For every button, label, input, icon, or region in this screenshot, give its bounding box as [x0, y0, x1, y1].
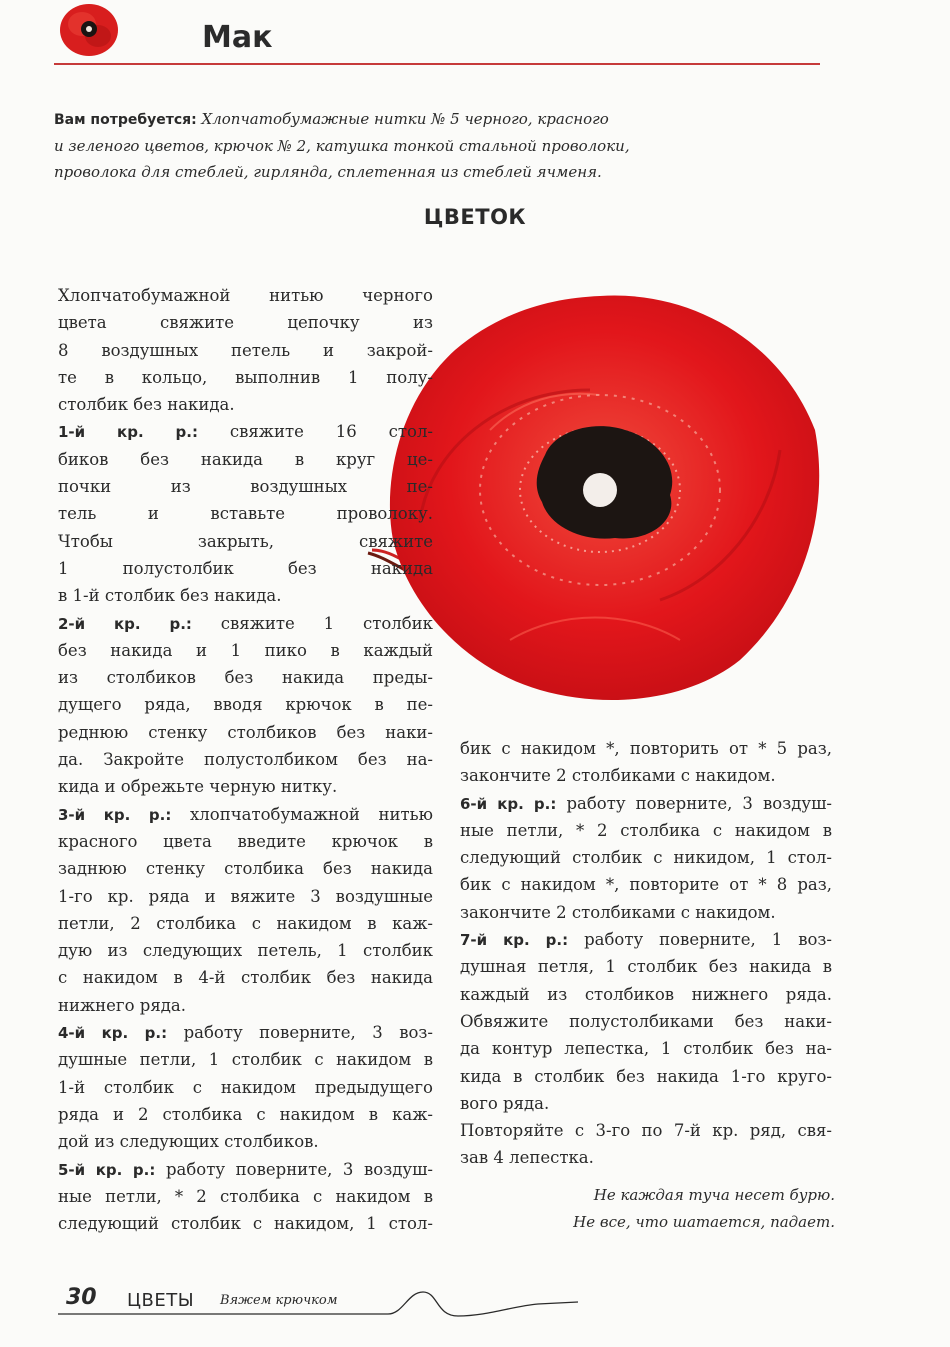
instruction-line	[460, 1090, 832, 1117]
instruction-text: кида в столбик без накида 1-го круго-	[460, 1066, 832, 1086]
proverb	[460, 1182, 835, 1236]
instruction-text: ные петли, * 2 столбика с накидом в	[58, 1186, 433, 1206]
instruction-text: закончите 2 столбиками с накидом.	[460, 902, 776, 922]
instruction-text: реднюю стенку столбиков без наки-	[58, 722, 433, 742]
instruction-line	[58, 582, 433, 609]
materials-line: проволока для стеблей, гирлянда, сплетенная из стеблей ячменя.	[54, 163, 602, 181]
instruction-line	[58, 719, 433, 746]
instruction-line	[58, 473, 433, 500]
instruction-line	[460, 926, 832, 953]
instruction-line	[460, 871, 832, 898]
instruction-line	[460, 762, 832, 789]
instruction-line	[58, 610, 433, 637]
instruction-text: каждый из столбиков нижнего ряда.	[460, 984, 832, 1004]
instruction-text: без накида и 1 пико в каждый	[58, 640, 433, 660]
instruction-line	[58, 446, 433, 473]
proverb-line: Не все, что шатается, падает.	[573, 1213, 835, 1231]
instruction-line	[58, 801, 433, 828]
instruction-line	[58, 964, 433, 991]
instructions-column-2	[460, 735, 832, 1172]
instruction-line	[460, 1144, 832, 1171]
instruction-text: из столбиков без накида преды-	[58, 668, 433, 688]
instruction-text: в 1-й столбик без накида.	[58, 586, 282, 606]
instruction-text: Обвяжите полустолбиками без наки-	[460, 1011, 832, 1031]
instruction-text: работу поверните, 3 воз-	[183, 1023, 434, 1043]
instruction-text: столбик без накида.	[58, 395, 235, 415]
instruction-line	[58, 337, 433, 364]
instruction-line	[58, 910, 433, 937]
instruction-line	[460, 735, 832, 762]
instruction-text: да. Закройте полустолбиком без на-	[58, 750, 433, 770]
instruction-text: душная петля, 1 столбик без накида в	[460, 957, 832, 977]
instruction-line	[58, 1183, 433, 1210]
instruction-line	[58, 1019, 433, 1046]
instruction-text: бик с накидом *, повторите от * 8 раз,	[460, 875, 832, 895]
instruction-text: петли, 2 столбика с накидом в каж-	[58, 913, 433, 933]
instruction-text: те в кольцо, выполнив 1 полу-	[58, 367, 433, 387]
instruction-line	[58, 828, 433, 855]
instruction-text: душные петли, 1 столбик с накидом в	[58, 1050, 433, 1070]
instruction-line	[58, 555, 433, 582]
instruction-line	[58, 309, 433, 336]
page-number: 30	[66, 1285, 97, 1310]
round-label: 7-й кр. р.:	[460, 931, 569, 950]
instruction-line	[58, 691, 433, 718]
instruction-text: 1-го кр. ряда и вяжите 3 воздушные	[58, 886, 433, 906]
instruction-line	[58, 1210, 433, 1237]
instruction-text: 1 полустолбик без накида	[58, 558, 433, 578]
instructions-column-1	[58, 282, 433, 1237]
instruction-text: работу поверните, 3 воздуш-	[566, 793, 832, 813]
instruction-text: Повторяйте с 3-го по 7-й кр. ряд, свя-	[460, 1121, 832, 1141]
header-divider	[54, 63, 820, 65]
round-label: 3-й кр. р.:	[58, 805, 172, 824]
poppy-logo-icon	[58, 2, 120, 58]
instruction-text: тель и вставьте проволоку.	[58, 504, 433, 524]
instruction-text: почки из воздушных пе-	[58, 477, 433, 497]
round-label: 2-й кр. р.:	[58, 614, 192, 633]
instruction-text: дой из следующих столбиков.	[58, 1132, 319, 1152]
instruction-text: хлопчатобумажной нитью	[189, 804, 433, 824]
instruction-text: Хлопчатобумажной нитью черного	[58, 286, 433, 305]
instruction-text: красного цвета введите крючок в	[58, 831, 433, 851]
instruction-text: следующий столбик с накидом, 1 стол-	[58, 1214, 433, 1234]
instruction-text: свяжите 16 стол-	[229, 422, 434, 442]
instruction-text: работу поверните, 3 воздуш-	[165, 1159, 433, 1179]
footer-series: Вяжем крючком	[220, 1293, 338, 1308]
instruction-line	[58, 992, 433, 1019]
instruction-line	[58, 418, 433, 445]
round-label: 1-й кр. р.:	[58, 423, 198, 442]
round-label: 6-й кр. р.:	[460, 794, 557, 813]
materials-lead: Вам потребуется:	[54, 112, 197, 128]
proverb-line: Не каждая туча несет бурю.	[593, 1186, 835, 1204]
instruction-text: заднюю стенку столбика без накида	[58, 859, 433, 879]
instruction-line	[460, 1117, 832, 1144]
instruction-line	[460, 1063, 832, 1090]
instruction-line	[58, 500, 433, 527]
instruction-line	[58, 746, 433, 773]
instruction-text: цвета свяжите цепочку из	[58, 313, 433, 333]
instruction-text: вого ряда.	[460, 1093, 550, 1113]
instruction-line	[460, 817, 832, 844]
materials-line: и зеленого цветов, крючок № 2, катушка тонкой стальной проволоки,	[54, 137, 630, 155]
instruction-text: зав 4 лепестка.	[460, 1148, 594, 1168]
instruction-line	[58, 1128, 433, 1155]
instruction-text: работу поверните, 1 воз-	[584, 930, 833, 950]
round-label: 4-й кр. р.:	[58, 1024, 168, 1043]
instruction-text: ные петли, * 2 столбика с накидом в	[460, 820, 832, 840]
instruction-line	[58, 1074, 433, 1101]
instruction-line	[58, 664, 433, 691]
instruction-text: нижнего ряда.	[58, 995, 186, 1015]
instruction-line	[58, 364, 433, 391]
instruction-text: следующий столбик с никидом, 1 стол-	[460, 848, 832, 868]
instruction-text: биков без накида в круг це-	[58, 449, 433, 469]
instruction-line	[460, 844, 832, 871]
instruction-line	[460, 1008, 832, 1035]
instruction-line	[58, 937, 433, 964]
instruction-line	[58, 1046, 433, 1073]
instruction-line	[460, 790, 832, 817]
materials-line: Хлопчатобумажные нитки № 5 черного, красного	[201, 110, 609, 128]
instruction-text: дую из следующих петель, 1 столбик	[58, 941, 433, 961]
page-title: Мак	[202, 20, 273, 55]
footer-category: ЦВЕТЫ	[127, 1290, 195, 1311]
section-heading: ЦВЕТОК	[423, 205, 527, 229]
instruction-text: Чтобы закрыть, свяжите	[58, 531, 433, 551]
instruction-line	[58, 883, 433, 910]
instruction-line	[460, 981, 832, 1008]
instruction-line	[58, 855, 433, 882]
instruction-text: 1-й столбик с накидом предыдущего	[58, 1077, 433, 1097]
instruction-line	[460, 1035, 832, 1062]
instruction-text: ряда и 2 столбика с накидом в каж-	[58, 1104, 433, 1124]
instruction-line	[58, 528, 433, 555]
instruction-text: 8 воздушных петель и закрой-	[58, 340, 433, 360]
instruction-text: свяжите 1 столбик	[220, 613, 433, 633]
round-label: 5-й кр. р.:	[58, 1160, 156, 1179]
instruction-line	[460, 953, 832, 980]
instruction-text: да контур лепестка, 1 столбик без на-	[460, 1039, 832, 1059]
instruction-line	[58, 773, 433, 800]
instruction-text: с накидом в 4-й столбик без накида	[58, 968, 433, 988]
instruction-text: дущего ряда, вводя крючок в пе-	[58, 695, 433, 715]
instruction-text: бик с накидом *, повторить от * 5 раз,	[460, 739, 832, 758]
instruction-line	[58, 637, 433, 664]
instruction-line	[58, 391, 433, 418]
materials-paragraph	[54, 106, 714, 185]
instruction-line	[460, 899, 832, 926]
instruction-line	[58, 1156, 433, 1183]
instruction-line	[58, 1101, 433, 1128]
instruction-line	[58, 282, 433, 309]
instruction-text: кида и обрежьте черную нитку.	[58, 777, 338, 797]
instruction-text: закончите 2 столбиками с накидом.	[460, 766, 776, 786]
